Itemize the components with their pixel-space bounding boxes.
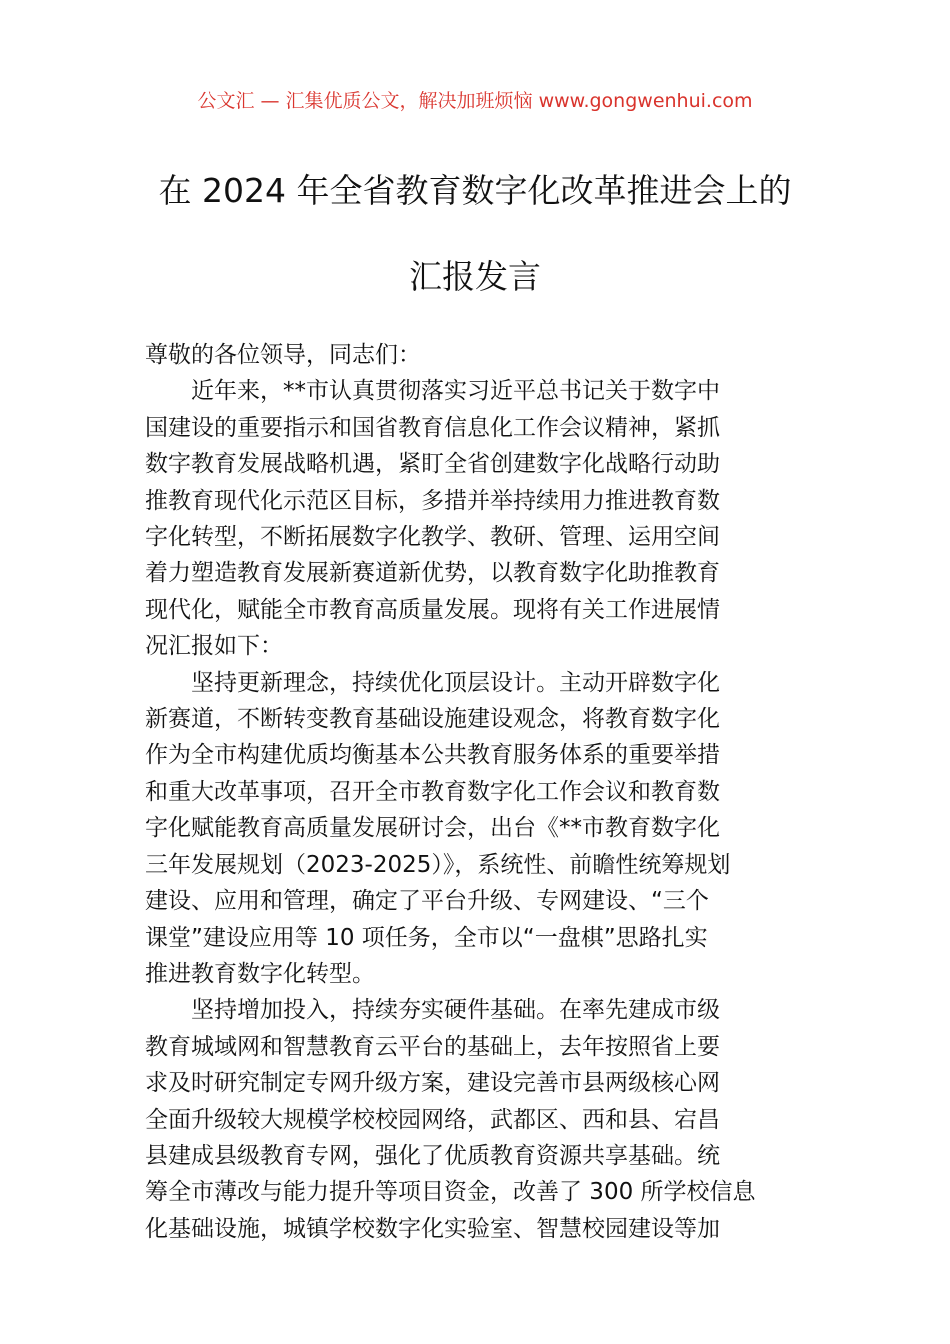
paragraph-line: 字化赋能教育高质量发展研讨会，出台《**市教育数字化 [145,815,720,842]
paragraph-line: 现代化，赋能全市教育高质量发展。现将有关工作进展情 [145,596,720,623]
watermark-header: 公文汇 — 汇集优质公文，解决加班烦恼 www.gongwenhui.com [197,90,753,112]
paragraph-line: 三年发展规划（2023-2025）》，系统性、前瞻性统筹规划 [145,851,731,878]
paragraph-line: 和重大改革事项，召开全市教育数字化工作会议和教育数 [145,778,720,805]
paragraph-line: 作为全市构建优质均衡基本公共教育服务体系的重要举措 [145,742,720,769]
paragraph-line: 课堂”建设应用等 10 项任务，全市以“一盘棋”思路扎实 [145,924,708,951]
title-line-2: 汇报发言 [409,257,541,296]
salutation: 尊敬的各位领导，同志们： [145,342,421,368]
document-title [100,148,850,320]
paragraph-line: 求及时研究制定专网升级方案，建设完善市县两级核心网 [145,1070,720,1097]
paragraph-line: 新赛道，不断转变教育基础设施建设观念，将教育数字化 [145,706,720,733]
paragraph-line: 教育城域网和智慧教育云平台的基础上，去年按照省上要 [145,1033,720,1060]
paragraph-line: 化基础设施，城镇学校数字化实验室、智慧校园建设等加 [145,1215,720,1242]
paragraph-line: 坚持增加投入，持续夯实硬件基础。在率先建成市级 [191,997,720,1024]
paragraph-line: 近年来，**市认真贯彻落实习近平总书记关于数字中 [191,378,720,405]
document-body [145,337,810,1247]
paragraph-line: 国建设的重要指示和国省教育信息化工作会议精神，紧抓 [145,414,720,441]
paragraph-line: 数字教育发展战略机遇，紧盯全省创建数字化战略行动助 [145,451,720,478]
paragraph-line: 全面升级较大规模学校校园网络，武都区、西和县、宕昌 [145,1106,720,1133]
paragraph-line: 筹全市薄改与能力提升等项目资金，改善了 300 所学校信息 [145,1179,756,1206]
paragraph-line: 着力塑造教育发展新赛道新优势，以教育数字化助推教育 [145,560,720,587]
paragraph-line: 建设、应用和管理，确定了平台升级、专网建设、“三个 [145,888,709,915]
paragraph-line: 县建成县级教育专网，强化了优质教育资源共享基础。统 [145,1142,720,1169]
paragraph-line: 况汇报如下： [145,633,283,660]
paragraph-line: 坚持更新理念，持续优化顶层设计。主动开辟数字化 [191,669,720,696]
paragraph-line: 推进教育数字化转型。 [145,960,375,987]
paragraph-line: 字化转型，不断拓展数字化教学、教研、管理、运用空间 [145,524,720,551]
paragraph-line: 推教育现代化示范区目标，多措并举持续用力推进教育数 [145,487,720,514]
title-line-1: 在 2024 年全省教育数字化改革推进会上的 [158,171,792,210]
